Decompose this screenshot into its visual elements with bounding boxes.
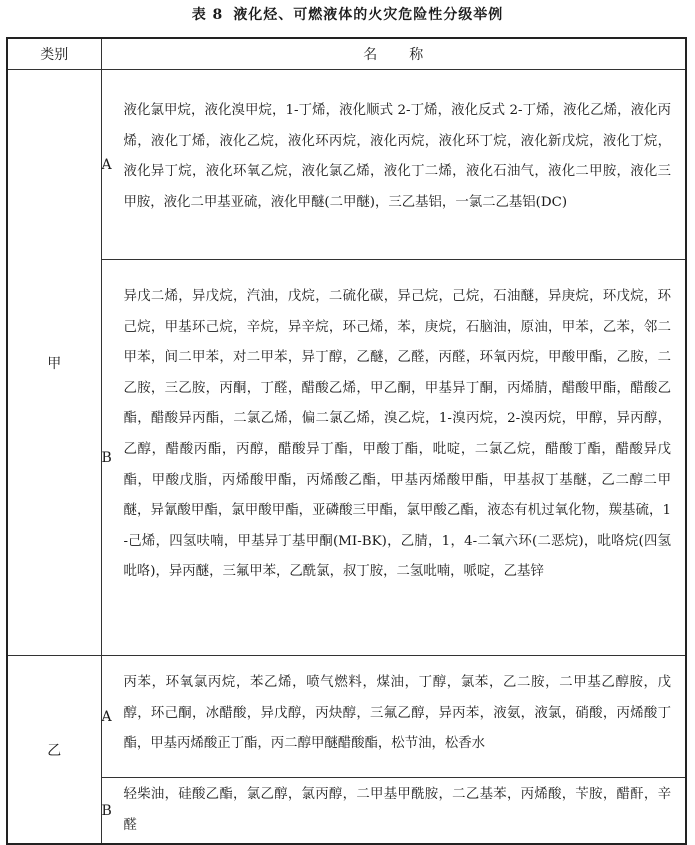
header-name-char-2: 称	[409, 47, 424, 63]
substance-list: 异戊二烯，异戊烷，汽油，戊烷，二硫化碳，异己烷，己烷，石油醚，异庚烷，环戊烷，环己烷，甲基环己烷，辛烷，异辛烷，环己烯，苯，庚烷，石脑油，原油，甲苯，乙苯，邻二甲苯，间二甲苯，对二甲苯，异丁醇，乙醚，乙醛，丙醛，环氧丙烷，甲酸甲酯，乙胺，二乙胺，三乙胺，丙酮，丁醛，醋酸乙烯，甲乙酮，甲基异丁酮，丙烯腈，醋酸甲酯，醋酸乙酯，醋酸异丙酯，二氯乙烯，偏二氯乙烯，溴乙烷，1-溴丙烷，2-溴丙烷，甲醇，异丙醇，乙醇，醋酸丙酯，丙醇，醋酸异丁酯，甲酸丁酯，吡啶，二氯乙烷，醋酸丁酯，醋酸异戊酯，甲酸戊脂，丙烯酸甲酯，丙烯酸乙酯，甲基丙烯酸甲酯，甲基叔丁基醚，乙二醇二甲醚，异氰酸甲酯，氯甲酸甲酯，亚磷酸三甲酯，氯甲酸乙酯，液态有机过氧化物，羰基硫，1-己烯，四氢呋喃，甲基异丁基甲酮(MI-BK)，乙腈，1，4-二氧六环(二恶烷)，吡咯烷(四氢吡咯)，异丙醚，三氟甲苯，乙酰氯，叔丁胺，二氢吡喃，哌啶，乙基锌	[101, 260, 686, 656]
table-row: B 轻柴油，硅酸乙酯，氯乙醇，氯丙醇，二甲基甲酰胺，二乙基苯，丙烯酸，苄胺，醋酐，辛醛	[7, 778, 686, 845]
table-number: 表 8	[191, 7, 224, 23]
header-name-char-1: 名	[363, 47, 378, 63]
table-title	[0, 4, 695, 24]
substance-list: 轻柴油，硅酸乙酯，氯乙醇，氯丙醇，二甲基甲酰胺，二乙基苯，丙烯酸，苄胺，醋酐，辛醛	[101, 778, 686, 845]
table-row: 乙 A 丙苯，环氧氯丙烷，苯乙烯，喷气燃料，煤油，丁醇，氯苯，乙二胺，二甲基乙醇胺，戊醇，环己酮，冰醋酸，异戊醇，丙炔醇，三氟乙醇，异丙苯，液氨，液氯，硝酸，丙烯酸丁酯，甲基丙烯酸正丁酯，丙二醇甲醚醋酸酯，松节油，松香水	[7, 656, 686, 778]
substance-list: 丙苯，环氧氯丙烷，苯乙烯，喷气燃料，煤油，丁醇，氯苯，乙二胺，二甲基乙醇胺，戊醇，环己酮，冰醋酸，异戊醇，丙炔醇，三氟乙醇，异丙苯，液氨，液氯，硝酸，丙烯酸丁酯，甲基丙烯酸正丁酯，丙二醇甲醚醋酸酯，松节油，松香水	[101, 656, 686, 778]
table-row: 甲 A 液化氯甲烷，液化溴甲烷，1-丁烯，液化顺式 2-丁烯，液化反式 2-丁烯，液化乙烯，液化丙烯，液化丁烯，液化乙烷，液化环丙烷，液化丙烷，液化环丁烷，液化新戊烷，液化丁烷，液化异丁烷，液化环氧乙烷，液化氯乙烯，液化丁二烯，液化石油气，液化二甲胺，液化三甲胺，液化二甲基亚硫，液化甲醚(二甲醚)，三乙基铝，一氯二乙基铝(DC)	[7, 70, 686, 260]
table-row: B 异戊二烯，异戊烷，汽油，戊烷，二硫化碳，异己烷，己烷，石油醚，异庚烷，环戊烷，环己烷，甲基环己烷，辛烷，异辛烷，环己烯，苯，庚烷，石脑油，原油，甲苯，乙苯，邻二甲苯，间二甲苯，对二甲苯，异丁醇，乙醚，乙醛，丙醛，环氧丙烷，甲酸甲酯，乙胺，二乙胺，三乙胺，丙酮，丁醛，醋酸乙烯，甲乙酮，甲基异丁酮，丙烯腈，醋酸甲酯，醋酸乙酯，醋酸异丙酯，二氯乙烯，偏二氯乙烯，溴乙烷，1-溴丙烷，2-溴丙烷，甲醇，异丙醇，乙醇，醋酸丙酯，丙醇，醋酸异丁酯，甲酸丁酯，吡啶，二氯乙烷，醋酸丁酯，醋酸异戊酯，甲酸戊脂，丙烯酸甲酯，丙烯酸乙酯，甲基丙烯酸甲酯，甲基叔丁基醚，乙二醇二甲醚，异氰酸甲酯，氯甲酸甲酯，亚磷酸三甲酯，氯甲酸乙酯，液态有机过氧化物，羰基硫，1-己烯，四氢呋喃，甲基异丁基甲酮(MI-BK)，乙腈，1，4-二氧六环(二恶烷)，吡咯烷(四氢吡咯)，异丙醚，三氟甲苯，乙酰氯，叔丁胺，二氢吡喃，哌啶，乙基锌	[7, 260, 686, 656]
header-category: 类别	[7, 38, 101, 70]
header-name	[101, 38, 686, 70]
class-jia: 甲	[7, 70, 101, 656]
substance-list: 液化氯甲烷，液化溴甲烷，1-丁烯，液化顺式 2-丁烯，液化反式 2-丁烯，液化乙烯，液化丙烯，液化丁烯，液化乙烷，液化环丙烷，液化丙烷，液化环丁烷，液化新戊烷，液化丁烷，液化异丁烷，液化环氧乙烷，液化氯乙烯，液化丁二烯，液化石油气，液化二甲胺，液化三甲胺，液化二甲基亚硫，液化甲醚(二甲醚)，三乙基铝，一氯二乙基铝(DC)	[101, 70, 686, 260]
header-row	[7, 38, 686, 70]
table-title-text: 液化烃、可燃液体的火灾危险性分级举例	[233, 7, 504, 23]
class-yi: 乙	[7, 656, 101, 845]
hazard-classification-table	[6, 37, 687, 845]
